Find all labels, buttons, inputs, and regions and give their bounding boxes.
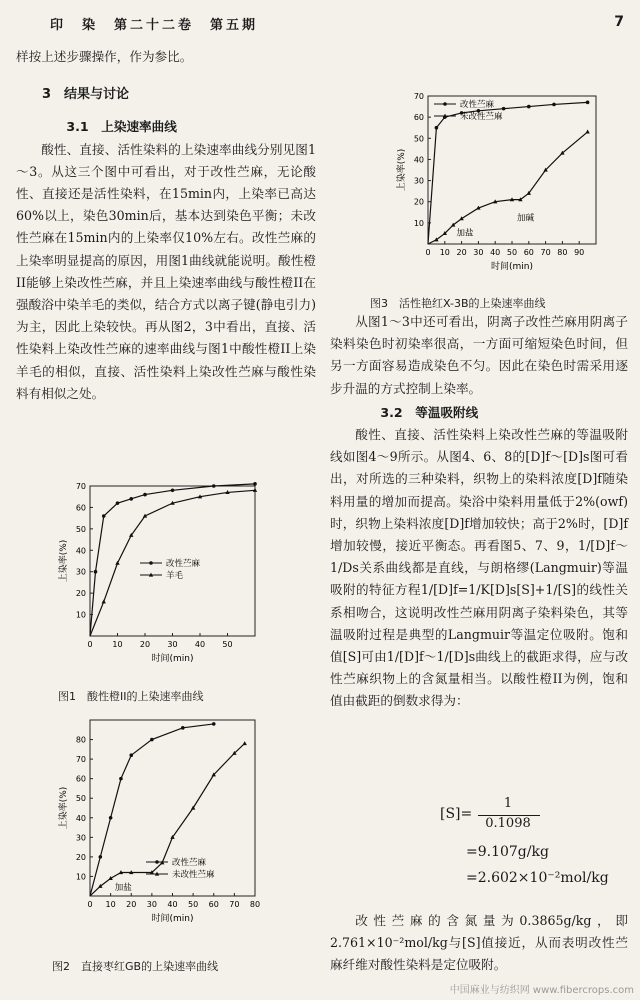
y-tick-label: 40 — [413, 155, 424, 165]
y-tick-label: 80 — [75, 735, 86, 745]
x-tick-label: 10 — [105, 900, 116, 909]
data-point — [102, 514, 106, 518]
data-point — [212, 722, 216, 726]
x-tick-label: 50 — [506, 248, 518, 257]
legend-marker — [155, 860, 159, 864]
plot-frame — [428, 96, 596, 244]
data-point — [94, 570, 98, 574]
subsection-3-2-title: 3.2 等温吸附线 — [380, 404, 479, 420]
y-tick-label: 30 — [413, 176, 424, 186]
data-point — [585, 130, 589, 134]
x-tick-label: 40 — [167, 900, 178, 909]
journal-header: 印 染 第二十二卷 第五期 — [50, 18, 259, 33]
data-point — [212, 484, 216, 488]
annotation-label: 加盐 — [114, 883, 132, 894]
section-3-title: 3 结果与讨论 — [42, 87, 130, 103]
legend-label: 未改性苎麻 — [172, 870, 215, 880]
data-point — [116, 501, 120, 505]
equation-s-denominator: 0.1098 — [485, 816, 531, 831]
figure-3-caption: 图3 活性艳红X-3B的上染速率曲线 — [370, 297, 546, 310]
x-tick-label: 60 — [208, 900, 219, 909]
data-point — [119, 777, 123, 781]
x-tick-label: 0 — [425, 248, 431, 257]
series-line-1 — [428, 102, 588, 244]
figure-1 — [40, 478, 260, 670]
x-tick-label: 10 — [439, 248, 450, 257]
x-tick-label: 20 — [126, 900, 137, 909]
y-tick-label: 60 — [75, 774, 86, 784]
y-tick-label: 70 — [75, 755, 86, 765]
page-number: 7 — [614, 14, 624, 30]
x-tick-label: 80 — [557, 248, 568, 257]
paragraph-3-2: 酸性、直接、活性染料上染改性苎麻的等温吸附线如图4～9所示。从图4、6、8的[D]f～[D]s图可看出，对所选的三种染料，织物上的染料浓度[D]f随染料用量的增加而提高。染浴中染料用量低于2%(owf)时，织物上染料浓度[D]f增加较快；高于2%时，[D]f增加较慢，接近平衡态。再看图5、7、9，1/[D]f～1/Ds关系曲线都是直线，与朗格缪(Langmuir)等温吸附的特征方程1/[D]f=1/K[D]s[S]+1/[S]的线性关系相吻合，这说明改性苎麻用阴离子染料染色，其等温吸附过程是典型的Langmuir等温定位吸附。饱和值[S]可由1/[D]f～1/[D]s曲线上的截距求得，应与改性苎麻织物上的含氮量相当。以酸性橙II为例，饱和值由截距的倒数求得为： — [330, 427, 628, 709]
legend-marker — [443, 102, 447, 106]
equation-s-value-g: =9.107g/kg — [466, 844, 549, 860]
data-point — [586, 101, 590, 105]
y-tick-label: 30 — [75, 833, 86, 843]
y-axis-label: 上染率(%) — [59, 786, 69, 830]
x-tick-label: 80 — [249, 900, 261, 909]
x-tick-label: 0 — [87, 640, 93, 649]
y-axis-label: 上染率(%) — [397, 148, 407, 192]
x-tick-label: 10 — [112, 640, 123, 649]
data-point — [435, 126, 439, 130]
x-tick-label: 30 — [167, 640, 178, 649]
data-point — [143, 493, 147, 497]
x-tick-label: 40 — [490, 248, 501, 257]
data-point — [99, 855, 103, 859]
intro-text: 样按上述步骤操作，作为参比。 — [16, 49, 193, 64]
y-tick-label: 70 — [413, 92, 424, 101]
data-point — [552, 103, 556, 107]
subsection-3-1-title: 3.1 上染速率曲线 — [66, 119, 177, 135]
legend-label: 改性苎麻 — [172, 858, 207, 868]
figure-1-caption: 图1 酸性橙II的上染速率曲线 — [58, 690, 204, 703]
y-tick-label: 10 — [75, 610, 86, 620]
y-tick-label: 40 — [75, 546, 86, 556]
x-tick-label: 70 — [229, 900, 240, 909]
y-tick-label: 30 — [75, 567, 86, 577]
x-axis-label: 时间(min) — [491, 262, 533, 272]
equation-s-numerator: 1 — [503, 796, 513, 811]
data-point — [253, 482, 257, 486]
paragraph-3-1: 酸性、直接、活性染料的上染速率曲线分别见图1～3。从这三个图中可看出，对于改性苎麻，无论酸性、直接还是活性染料，在15min内，上染率已高达60%以上，染色30min后，基本达到染色平衡；未改性苎麻在15min内的上染率仅10%左右。改性苎麻的上染率明显提高的原因，用图1曲线就能说明。酸性橙II能够上染改性苎麻，并且上染速率曲线与酸性橙II在强酸浴中染羊毛的类似，结合方式以离子键(静电引力)为主，因此上染较快。再从图2，3中看出，直接、活性染料上染改性苎麻的速率曲线与图1中酸性橙II上染羊毛的相似，直接、活性染料上染改性苎麻与酸性染料有相似之处。 — [16, 141, 316, 401]
x-tick-label: 30 — [473, 248, 484, 257]
data-point — [109, 816, 113, 820]
x-tick-label: 20 — [456, 248, 467, 257]
equation-s-lhs: [S]= — [440, 806, 473, 822]
data-point — [150, 738, 154, 742]
equation-s-value-mol: =2.602×10⁻²mol/kg — [466, 870, 609, 886]
legend-marker — [149, 561, 153, 565]
figure-3-chart — [380, 88, 600, 280]
x-axis-label: 时间(min) — [151, 914, 194, 924]
series-line-2 — [90, 743, 245, 896]
paragraph-nitrogen-content: 改性苎麻的含氮量为0.3865g/kg，即2.761×10⁻²mol/kg与[S]值接近，从而表明改性苎麻纤维对酸性染料是定位吸附。 — [330, 913, 628, 973]
annotation-label: 加盐 — [456, 228, 474, 239]
data-point — [527, 105, 531, 109]
figure-2-chart — [40, 712, 260, 930]
x-tick-label: 50 — [188, 900, 199, 909]
y-tick-label: 10 — [413, 218, 424, 228]
data-point — [102, 599, 106, 603]
series-line-2 — [428, 132, 588, 244]
figure-3 — [380, 88, 600, 280]
y-tick-label: 50 — [75, 794, 86, 804]
y-tick-label: 20 — [413, 197, 424, 207]
data-point — [129, 497, 133, 501]
paragraph-dyeing-control: 从图1～3中还可看出，阴离子改性苎麻用阴离子染料染色时初染率很高，一方面可缩短染色时间，但另一方面容易造成染色不匀。因此在染色时需采用逐步升温的方式控制上染率。 — [330, 314, 628, 396]
y-tick-label: 60 — [75, 503, 86, 513]
y-tick-label: 50 — [413, 134, 424, 144]
data-point — [171, 488, 175, 492]
x-tick-label: 20 — [139, 640, 151, 649]
figure-2 — [40, 712, 260, 930]
y-axis-label: 上染率(%) — [59, 539, 69, 583]
y-tick-label: 20 — [75, 589, 86, 599]
watermark: 中国麻业与纺织网 www.fibercrops.com — [449, 985, 634, 996]
y-tick-label: 50 — [75, 524, 86, 534]
y-tick-label: 70 — [75, 482, 86, 491]
figure-2-caption: 图2 直接枣红GB的上染速率曲线 — [52, 960, 219, 973]
x-tick-label: 0 — [87, 900, 93, 909]
x-tick-label: 90 — [574, 248, 585, 257]
annotation-label: 加碱 — [517, 213, 535, 224]
data-point — [129, 753, 133, 757]
x-tick-label: 70 — [540, 248, 551, 257]
x-tick-label: 60 — [523, 248, 534, 257]
figure-1-chart — [40, 478, 260, 670]
data-point — [181, 726, 185, 730]
legend-label: 羊毛 — [166, 571, 184, 581]
x-axis-label: 时间(min) — [151, 654, 194, 664]
legend-label: 改性苎麻 — [460, 100, 495, 110]
x-tick-label: 50 — [222, 640, 233, 649]
left-column — [16, 46, 316, 405]
y-tick-label: 40 — [75, 813, 86, 823]
data-point — [242, 741, 246, 745]
right-column — [330, 311, 628, 713]
y-tick-label: 20 — [75, 852, 86, 862]
legend-label: 改性苎麻 — [166, 559, 201, 569]
x-tick-label: 30 — [146, 900, 157, 909]
y-tick-label: 10 — [75, 872, 86, 882]
right-column-end — [330, 910, 628, 977]
y-tick-label: 60 — [413, 113, 424, 123]
x-tick-label: 40 — [194, 640, 206, 649]
data-point — [502, 107, 506, 111]
legend-label: 未改性苎麻 — [460, 112, 503, 122]
